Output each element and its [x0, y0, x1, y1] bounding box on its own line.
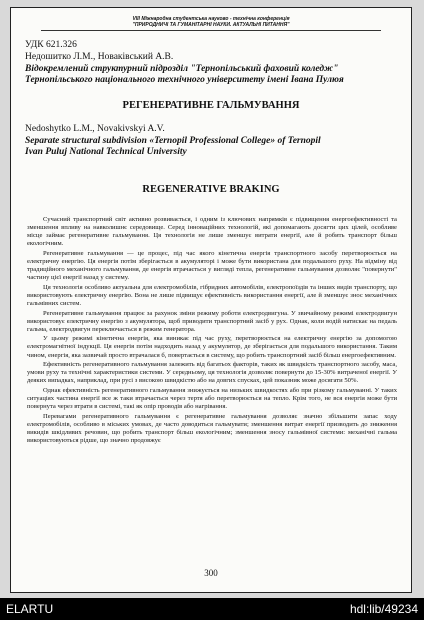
paragraph: Перевагами регенеративного гальмування є регенеративне гальмування дозволяє значно збільшити запас ходу електромобілів, особливо в міських умовах, де часто доводиться гальмувати; зменшення витрат енергії призводить до зниження викидів шкідливих речовин, що робить транспорт більш екологічним; зменшення зносу гальмівної системи: механічні гальма використовуються рідше, що значно продовжує — [27, 412, 397, 444]
title-ua: РЕГЕНЕРАТИВНЕ ГАЛЬМУВАННЯ — [122, 100, 300, 111]
conference-line-1: VIII Міжнародна студентська науково - технічна конференція — [132, 16, 290, 22]
title-en: REGENERATIVE BRAKING — [142, 184, 280, 195]
conference-header — [11, 16, 411, 28]
repository-footer — [0, 598, 424, 620]
affiliation-en-2: Ivan Puluj National Technical University — [25, 147, 187, 157]
paragraph: Однак ефективність регенеративного гальмування знижується на низьких швидкостях або при різкому гальмуванні. У таких ситуаціях частина енергії все ж таки втрачається через тертя або перетворюється на тепло. Крім того, не вся енергія може бути повернута через втрати в системі, такі як опір проводів або нагрівання. — [27, 386, 397, 411]
affiliation-ua-2: Тернопільського національного технічного університету імені Івана Пулюя — [25, 75, 344, 85]
affiliation-ua-1: Відокремлений структурний підрозділ "Тернопільський фаховий коледж" — [25, 64, 339, 74]
paper-page — [10, 7, 412, 593]
udk-code: УДК 621.326 — [25, 40, 77, 50]
authors-en: Nedoshytko L.M., Novakivskyi A.V. — [25, 124, 165, 134]
conference-line-2: "ПРИРОДНИЧІ ТА ГУМАНІТАРНІ НАУКИ. АКТУАЛЬНІ ПИТАННЯ" — [132, 22, 290, 28]
paragraph: Ефективність регенеративного гальмування залежить від багатьох факторів, таких як швидкість транспортного засобу, маса, умови руху та технічні характеристики системи. У середньому, ця технологія дозволяє повернути до 15-30% витраченої енергії. У деяких випадках, наприклад, при русі з високою швидкістю або на довгих спусках, цей показник може досягати 50%. — [27, 361, 397, 385]
body-text — [27, 216, 397, 447]
paragraph: Регенеративне гальмування працює за рахунок зміни режиму роботи електродвигуна. У звичайному режимі електродвигун використовує електричну енергію з акумулятора, щоб приводити транспортний засіб у рух. Однак, коли водій натискає на педаль гальма, електродвигун переключається в режим генератора. — [27, 309, 397, 333]
paragraph: Сучасний транспортний світ активно розвивається, і одним із ключових напрямків є підвищення енергоефективності та зменшення впливу на навколишнє середовище. Серед інноваційних технологій, які допомагають досягти цих цілей, особливе місце займає регенеративне гальмування. Ця технологія не лише зменшує витрати енергії, але й робить транспорт більш екологічним. — [27, 216, 397, 248]
paragraph: Регенеративне гальмування — це процес, під час якого кінетична енергія транспортного засобу перетворюється на електричну енергію. Ця енергія потім зберігається в акумуляторі і може бути використана для подальшого руху. На відміну від традиційного механічного гальмування, де енергія втрачається у вигляді тепла, регенеративне гальмування дозволяє "повернути" частину цієї енергії назад у систему. — [27, 249, 397, 282]
header-rule — [41, 30, 381, 31]
paragraph: У цьому режимі кінетична енергія, яка виникає під час руху, перетворюється на електричну енергію за допомогою електромагнітної індукції. Ця енергія потім надходить назад у акумулятор, де зберігається для подальшого використання. Таким чином, енергія, яка зазвичай просто втрачалася б, повертається в систему, що робить транспортний засіб більш енергоефективним. — [27, 335, 397, 359]
authors-ua: Недошитко Л.М., Новаківський А.В. — [25, 52, 174, 62]
paragraph: Ця технологія особливо актуальна для електромобілів, гібридних автомобілів, електропоїздів та інших видів транспорту, що використовують електричну енергію. Вона не лише підвищує ефективність використання енергії, але й зменшує знос механічних гальмівних систем. — [27, 283, 397, 307]
footer-repo-name: ELARTU — [6, 602, 54, 616]
footer-handle: hdl:lib/49234 — [349, 602, 418, 616]
affiliation-en-1: Separate structural subdivision «Ternopil Professional College» of Ternopil — [25, 136, 321, 146]
page-number: 300 — [204, 568, 218, 578]
